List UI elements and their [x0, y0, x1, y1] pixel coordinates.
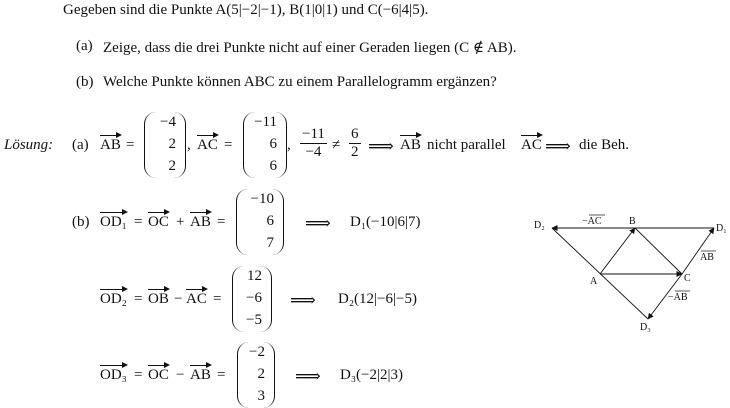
- vector-ac: AC: [186, 291, 207, 307]
- equals-sign: =: [217, 214, 226, 230]
- vector-ac: AC: [197, 137, 218, 153]
- implies-arrow: ⟹: [368, 136, 394, 156]
- matrix-od2: 12 −6 −5: [232, 266, 272, 332]
- solution-label: Lösung:: [4, 137, 54, 153]
- implies-arrow: ⟹: [545, 136, 571, 156]
- implies-arrow: ⟹: [305, 213, 331, 233]
- vector-ab: AB: [100, 137, 121, 153]
- result-d2: D₂(12|−6|−5): [338, 291, 417, 307]
- edge-d2-d3: [552, 228, 648, 319]
- part-a-text: Zeige, dass die drei Punkte nicht auf einer Geraden liegen (C ∉ AB).: [103, 40, 517, 56]
- comma: ,: [187, 137, 191, 153]
- label-ab: AB: [700, 252, 714, 263]
- implies-arrow: ⟹: [290, 290, 316, 310]
- matrix-od3: −2 2 3: [237, 342, 275, 408]
- plus-sign: +: [176, 214, 185, 230]
- problem-intro: Gegeben sind die Punkte A(5|−2|−1), B(1|0|1) und C(−6|4|5).: [63, 2, 429, 18]
- minus-sign: −: [176, 367, 185, 383]
- vector-od2: OD₂: [100, 291, 127, 307]
- vector-ob: OB: [148, 291, 169, 307]
- label-minus-ab: −AB: [668, 292, 688, 303]
- vector-od1: OD₁: [100, 214, 127, 230]
- vector-ac: AC: [521, 137, 542, 153]
- part-a-label: (a): [76, 38, 93, 54]
- point-d1-label: D₁: [716, 223, 727, 234]
- point-b-label: B: [629, 216, 636, 227]
- minus-sign: −: [174, 291, 183, 307]
- point-d2-label: D₂: [534, 220, 545, 231]
- vector-ab: AB: [190, 214, 211, 230]
- fraction-2: $\frac{6}{2}$: [351, 126, 359, 160]
- parallelogram-diagram: [530, 208, 730, 338]
- implies-arrow: ⟹: [295, 366, 321, 386]
- result-d3: D₃(−2|2|3): [340, 367, 404, 383]
- point-d3-label: D₃: [640, 322, 651, 333]
- vector-ab: AB: [400, 137, 421, 153]
- edge-b-c: [635, 228, 682, 274]
- equals-sign: =: [217, 367, 226, 383]
- label-minus-ac: −AC: [582, 216, 602, 227]
- point-a-label: A: [590, 276, 598, 287]
- not-equal-sign: ≠: [332, 137, 341, 153]
- equals-sign: =: [134, 214, 143, 230]
- point-c-label: C: [684, 273, 691, 284]
- matrix-ab: −4 2 2: [144, 112, 186, 178]
- vector-oc: OC: [148, 367, 169, 383]
- fraction-1: $\frac{-11}{-4}$: [302, 126, 325, 160]
- solution-a-label: (a): [72, 137, 89, 153]
- vector-a-b: [600, 228, 635, 274]
- matrix-ac: −11 6 6: [243, 112, 287, 178]
- equals-sign: =: [134, 291, 143, 307]
- vector-od3: OD₃: [100, 367, 127, 383]
- solution-b-label: (b): [72, 214, 90, 230]
- equals-sign: =: [134, 367, 143, 383]
- vector-ab: AB: [190, 367, 211, 383]
- equals-sign: =: [213, 291, 222, 307]
- vector-oc: OC: [148, 214, 169, 230]
- equals-sign: =: [126, 137, 135, 153]
- part-b-label: (b): [76, 74, 94, 90]
- result-d1: D₁(−10|6|7): [350, 214, 421, 230]
- part-b-text: Welche Punkte können ABC zu einem Parallelogramm ergänzen?: [103, 74, 497, 90]
- not-parallel-text: nicht parallel: [427, 137, 506, 153]
- matrix-od1: −10 6 7: [236, 189, 284, 255]
- comma: ,: [287, 137, 291, 153]
- conclusion-text: die Beh.: [579, 137, 629, 153]
- equals-sign: =: [224, 137, 233, 153]
